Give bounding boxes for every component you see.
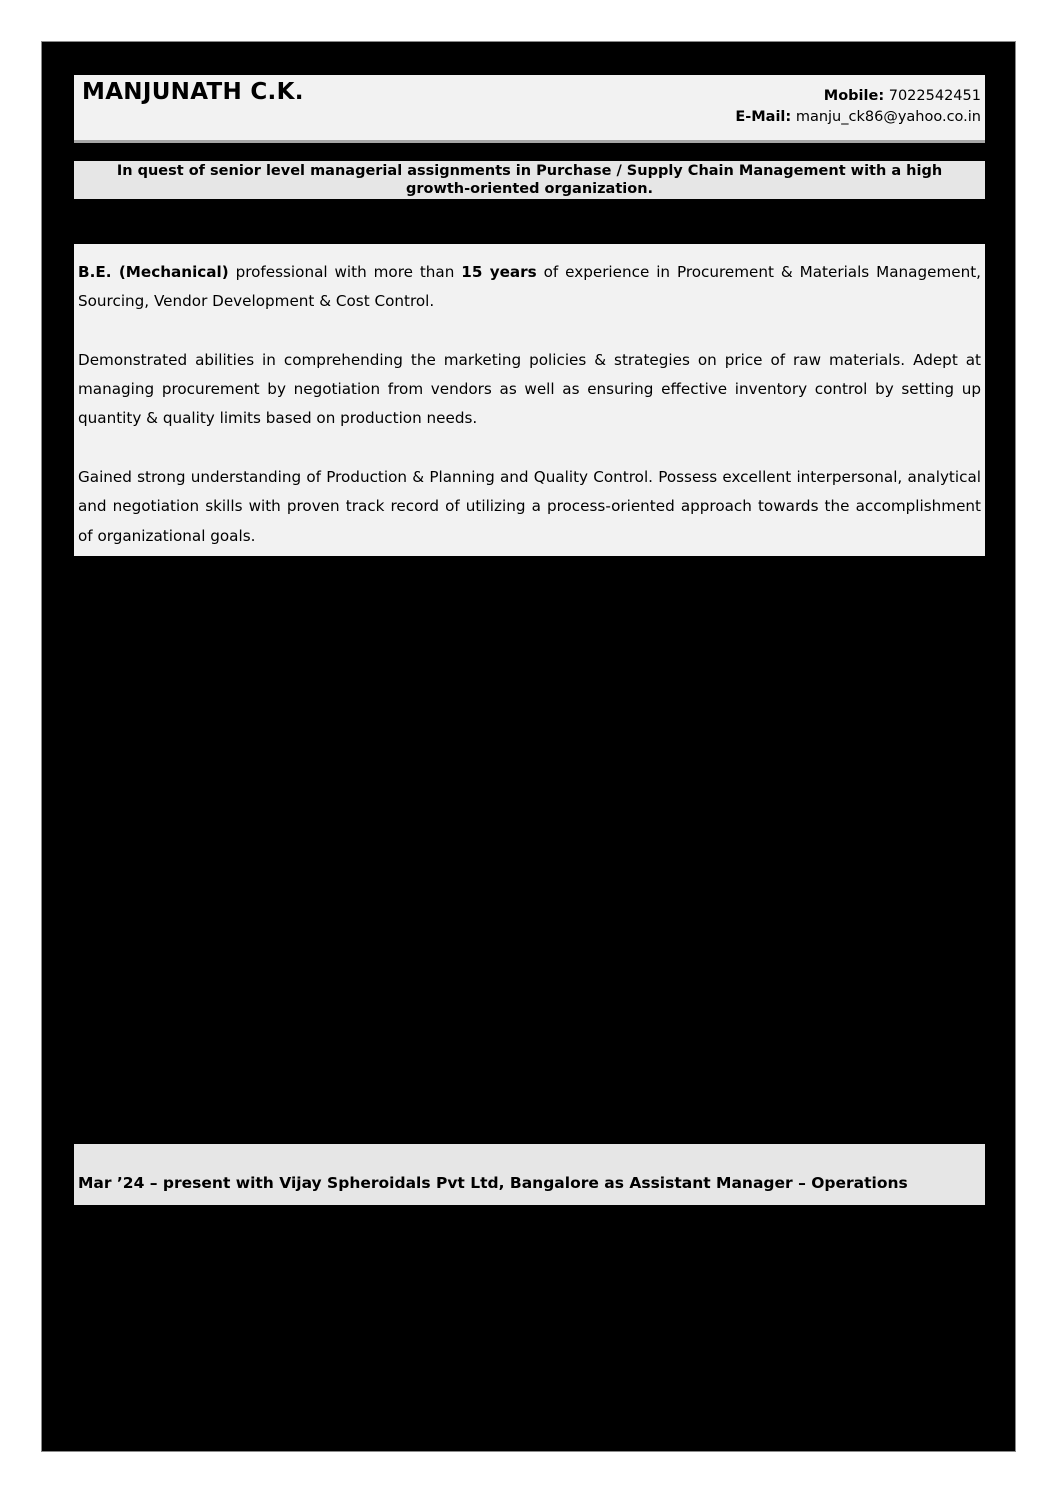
- objective-section: [74, 161, 985, 199]
- summary-p1-text-a: professional with more than: [228, 263, 462, 281]
- email-value: manju_ck86@yahoo.co.in: [795, 109, 981, 125]
- candidate-name: MANJUNATH C.K.: [82, 79, 304, 105]
- degree-text: B.E. (Mechanical): [78, 263, 229, 281]
- header-section: [74, 75, 985, 143]
- mobile-label: Mobile:: [823, 88, 885, 104]
- years-text: 15 years: [461, 263, 537, 281]
- summary-paragraph-2: Demonstrated abilities in comprehending the marketing policies & strategies on price of raw materials. Adept at managing procurement by negotiation from vendors as well as ensuring effective inventory control by setting up quantity & quality limits based on production needs.: [78, 350, 981, 428]
- mobile-value: 7022542451: [888, 88, 981, 104]
- summary-paragraph-1: [78, 258, 981, 317]
- objective-text: In quest of senior level managerial assignments in Purchase / Supply Chain Management with a high growth-oriented organization.: [116, 163, 943, 197]
- experience-section: [74, 1144, 985, 1205]
- mobile-line: [735, 86, 981, 107]
- summary-p1-text-b: of experience in Procurement & Materials Management, Sourcing, Vendor Development & Cost Control.: [78, 263, 981, 311]
- email-line: [735, 107, 981, 128]
- contact-info: [735, 86, 981, 128]
- experience-heading: Mar ’24 – present with Vijay Spheroidals Pvt Ltd, Bangalore as Assistant Manager – Operations: [78, 1174, 908, 1192]
- profile-summary-section: [74, 244, 985, 556]
- summary-paragraph-3: Gained strong understanding of Production & Planning and Quality Control. Possess excellent interpersonal, analytical and negotiation skills with proven track record of utilizing a process-oriented approach towards the accomplishment of organizational goals.: [78, 468, 981, 545]
- email-label: E-Mail:: [735, 109, 792, 125]
